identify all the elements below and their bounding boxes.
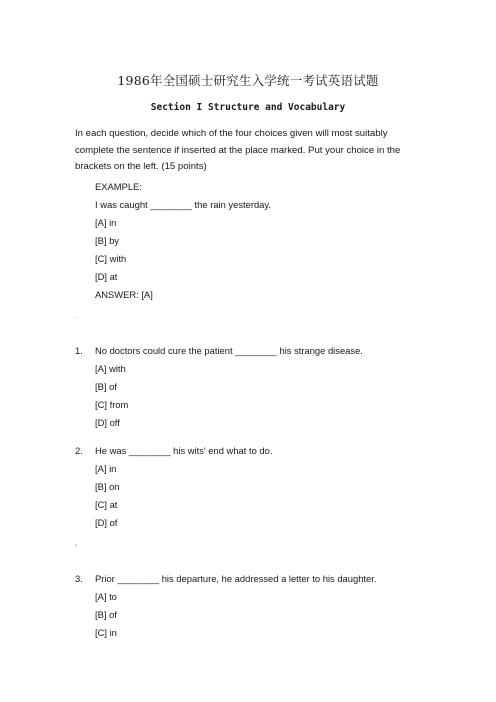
- option-a: [A] to: [95, 591, 117, 602]
- example-sentence: I was caught ________ the rain yesterday.: [95, 199, 271, 210]
- question-number: 3.: [75, 573, 83, 584]
- example-label: EXAMPLE:: [95, 181, 142, 192]
- option-b: [B] of: [95, 609, 117, 620]
- question-sentence: Prior ________ his departure, he addressed a letter to his daughter.: [95, 573, 377, 584]
- question-number: 2.: [75, 445, 83, 456]
- example-option-d: [D] at: [95, 271, 118, 282]
- question-number: 1.: [75, 345, 83, 356]
- option-d: [D] of: [95, 517, 118, 528]
- section-heading: Section I Structure and Vocabulary: [150, 102, 346, 113]
- paragraph-mark: ": [75, 545, 78, 551]
- option-a: [A] with: [95, 363, 126, 374]
- option-b: [B] of: [95, 381, 117, 392]
- question-sentence: He was ________ his wits' end what to do.: [95, 445, 273, 456]
- instructions-paragraph: In each question, decide which of the four choices given will most suitably complete the sentence if inserted at the place marked. Put your choice in the brackets on the left. (15 points): [75, 128, 401, 172]
- example-option-b: [B] by: [95, 235, 119, 246]
- example-option-a: [A] in: [95, 217, 117, 228]
- option-a: [A] in: [95, 463, 117, 474]
- question-sentence: No doctors could cure the patient ________ his strange disease.: [95, 345, 363, 356]
- option-c: [C] in: [95, 627, 117, 638]
- option-b: [B] on: [95, 481, 120, 492]
- option-c: [C] from: [95, 399, 129, 410]
- option-c: [C] at: [95, 499, 118, 510]
- example-answer: ANSWER: [A]: [95, 289, 153, 300]
- page-title: 1986年全国硕士研究生入学统一考试英语试题: [117, 73, 379, 88]
- paragraph-mark: `: [75, 318, 77, 324]
- option-d: [D] off: [95, 417, 120, 428]
- example-option-c: [C] with: [95, 253, 127, 264]
